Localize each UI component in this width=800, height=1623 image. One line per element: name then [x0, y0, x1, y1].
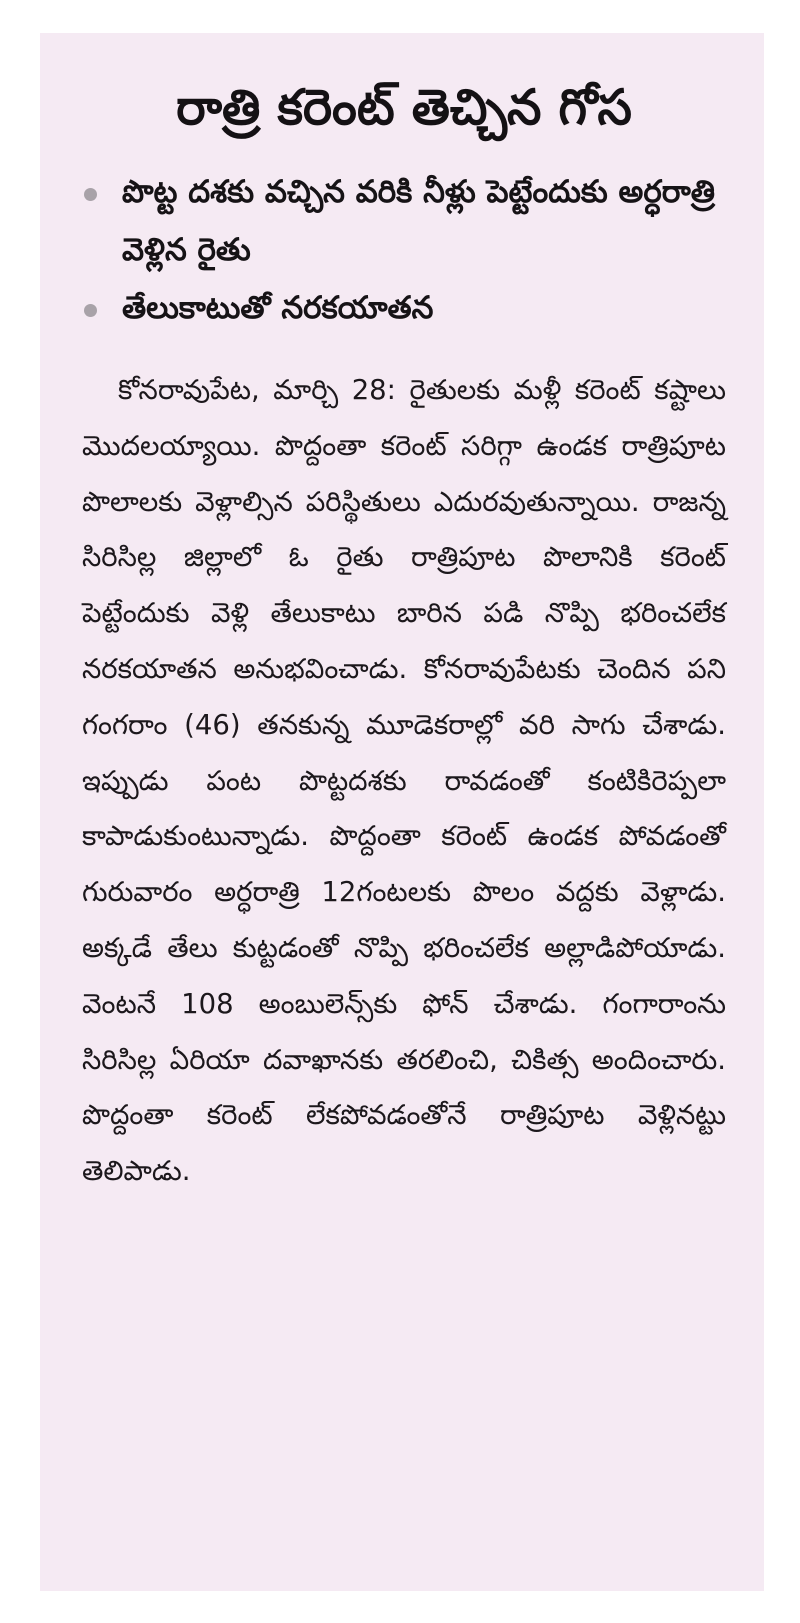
- article-body: [82, 363, 726, 1200]
- article-body-text: రైతులకు మళ్లీ కరెంట్‌ కష్టాలు మొదలయ్యాయి. పొద్దంతా కరెంట్‌ సరిగ్గా ఉండక రాత్రిపూట పొలాలకు వెళ్లాల్సిన పరిస్థితులు ఎదురవుతున్నాయి. రాజన్న సిరిసిల్ల జిల్లాలో ఓ రైతు రాత్రిపూట పొలానికి కరెంట్‌ పెట్టేందుకు వెళ్లి తేలుకాటు బారిన పడి నొప్పి భరించలేక నరకయాతన అనుభవించాడు. కోనరావుపేటకు చెందిన పని గంగరాం (46) తనకున్న మూడెకరాల్లో వరి సాగు చేశాడు. ఇప్పుడు పంట పొట్టదశకు రావడంతో కంటికిరెప్పలా కాపాడుకుంటున్నాడు. పొద్దంతా కరెంట్‌ ఉండక పోవడంతో గురువారం అర్ధరాత్రి 12గంటలకు పొలం వద్దకు వెళ్లాడు. అక్కడే తేలు కుట్టడంతో నొప్పి భరించలేక అల్లాడిపోయాడు. వెంటనే 108 అంబులెన్స్‌కు ఫోన్‌ చేశాడు. గంగారాంను సిరిసిల్ల ఏరియా దవాఖానకు తరలించి, చికిత్స అందించారు. పొద్దంతా కరెంట్‌ లేకపోవడంతోనే రాత్రిపూట వెళ్లినట్టు తెలిపాడు.: [82, 374, 726, 1188]
- subhead-text: పొట్ట దశకు వచ్చిన వరికి నీళ్లు పెట్టేందుకు అర్ధరాత్రి వెళ్లిన రైతు: [122, 174, 715, 268]
- subhead-text: తేలుకాటుతో నరకయాతన: [122, 290, 434, 326]
- subhead-item: [82, 163, 726, 279]
- subhead-list: [82, 163, 726, 337]
- newspaper-clipping: [40, 33, 764, 1591]
- bullet-dot-icon: [84, 304, 97, 317]
- subhead-item: [82, 279, 726, 337]
- article-dateline: కోనరావుపేట, మార్చి 28:: [118, 374, 396, 406]
- article-headline: రాత్రి కరెంట్‌ తెచ్చిన గోస: [176, 79, 632, 136]
- bullet-dot-icon: [84, 188, 97, 201]
